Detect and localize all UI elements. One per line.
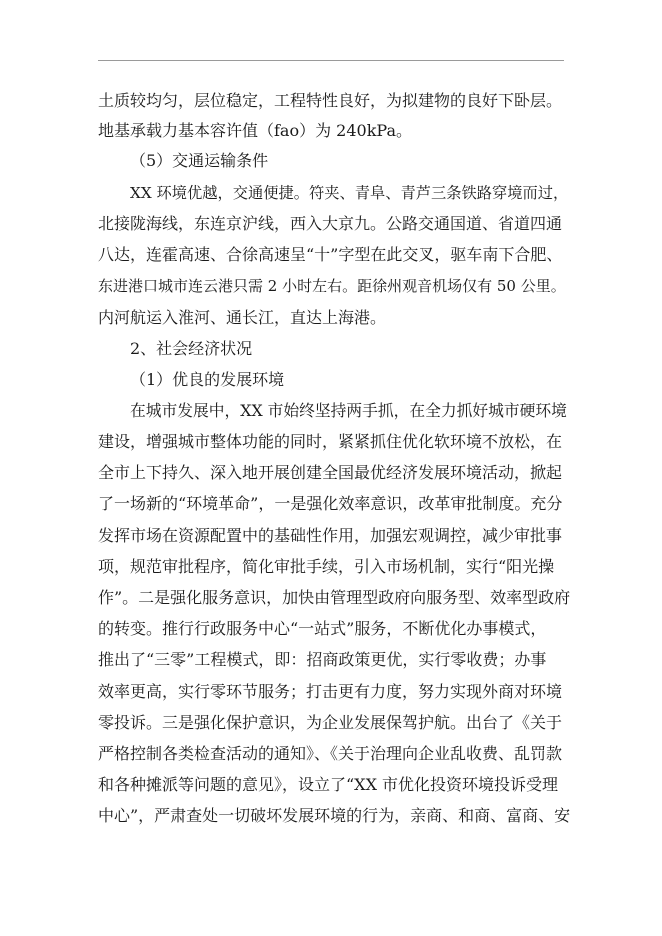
section-heading: 2、社会经济状况 (130, 339, 253, 358)
text-line: 的转变。推行行政服务中心“一站式”服务，不断优化办事模式， (98, 619, 547, 638)
text-line: 和各种摊派等问题的意见》，设立了“XX 市优化投资环境投诉受理 (98, 775, 559, 794)
text-line: 地基承载力基本容许值（fao）为 240kPa。 (98, 121, 413, 140)
text-line: 了一场新的“环境革命”，一是强化效率意识，改革审批制度。充分 (98, 494, 563, 513)
text-line: 全市上下持久、深入地开展创建全国最优经济发展环境活动，掀起 (98, 463, 563, 482)
section-heading: （5）交通运输条件 (130, 151, 269, 170)
text-line: 中心”，严肃查处一切破坏发展环境的行为，亲商、和商、富商、安 (98, 806, 570, 825)
text-line: 严格控制各类检查活动的通知》、《关于治理向企业乱收费、乱罚款 (98, 744, 563, 763)
text-line: 土质较均匀，层位稳定，工程特性良好，为拟建物的良好下卧层。 (98, 91, 563, 110)
section-heading: （1）优良的发展环境 (130, 370, 285, 389)
text-line: 东进港口城市连云港只需 2 小时左右。距徐州观音机场仅有 50 公里。 (98, 277, 566, 295)
text-line: 内河航运入淮河、通长江，直达上海港。 (98, 308, 387, 327)
text-line: 八达，连霍高速、合徐高速呈“十”字型在此交叉，驱车南下合肥、 (98, 245, 563, 264)
text-line: 发挥市场在资源配置中的基础性作用，加强宏观调控，减少审批事 (98, 526, 563, 545)
text-line: 建设，增强城市整体功能的同时，紧紧抓住优化软环境不放松，在 (98, 432, 563, 451)
text-line: 推出了“三零”工程模式，即：招商政策更优，实行零收费；办事 (98, 650, 547, 669)
text-line: 作”。二是强化服务意识，加快由管理型政府向服务型、效率型政府 (98, 588, 570, 607)
text-line: XX 环境优越，交通便捷。符夹、青阜、青芦三条铁路穿境而过， (130, 184, 569, 202)
text-line: 零投诉。三是强化保护意识，为企业发展保驾护航。出台了《关于 (98, 713, 563, 732)
text-line: 北接陇海线，东连京沪线，西入大京九。公路交通国道、省道四通 (98, 214, 563, 233)
text-line: 在城市发展中，XX 市始终坚持两手抓，在全力抓好城市硬环境 (130, 401, 567, 420)
header-rule (98, 60, 564, 61)
text-line: 项，规范审批程序，简化审批手续，引入市场机制，实行“阳光操 (98, 557, 555, 576)
text-line: 效率更高，实行零环节服务；打击更有力度，努力实现外商对环境 (98, 682, 563, 701)
